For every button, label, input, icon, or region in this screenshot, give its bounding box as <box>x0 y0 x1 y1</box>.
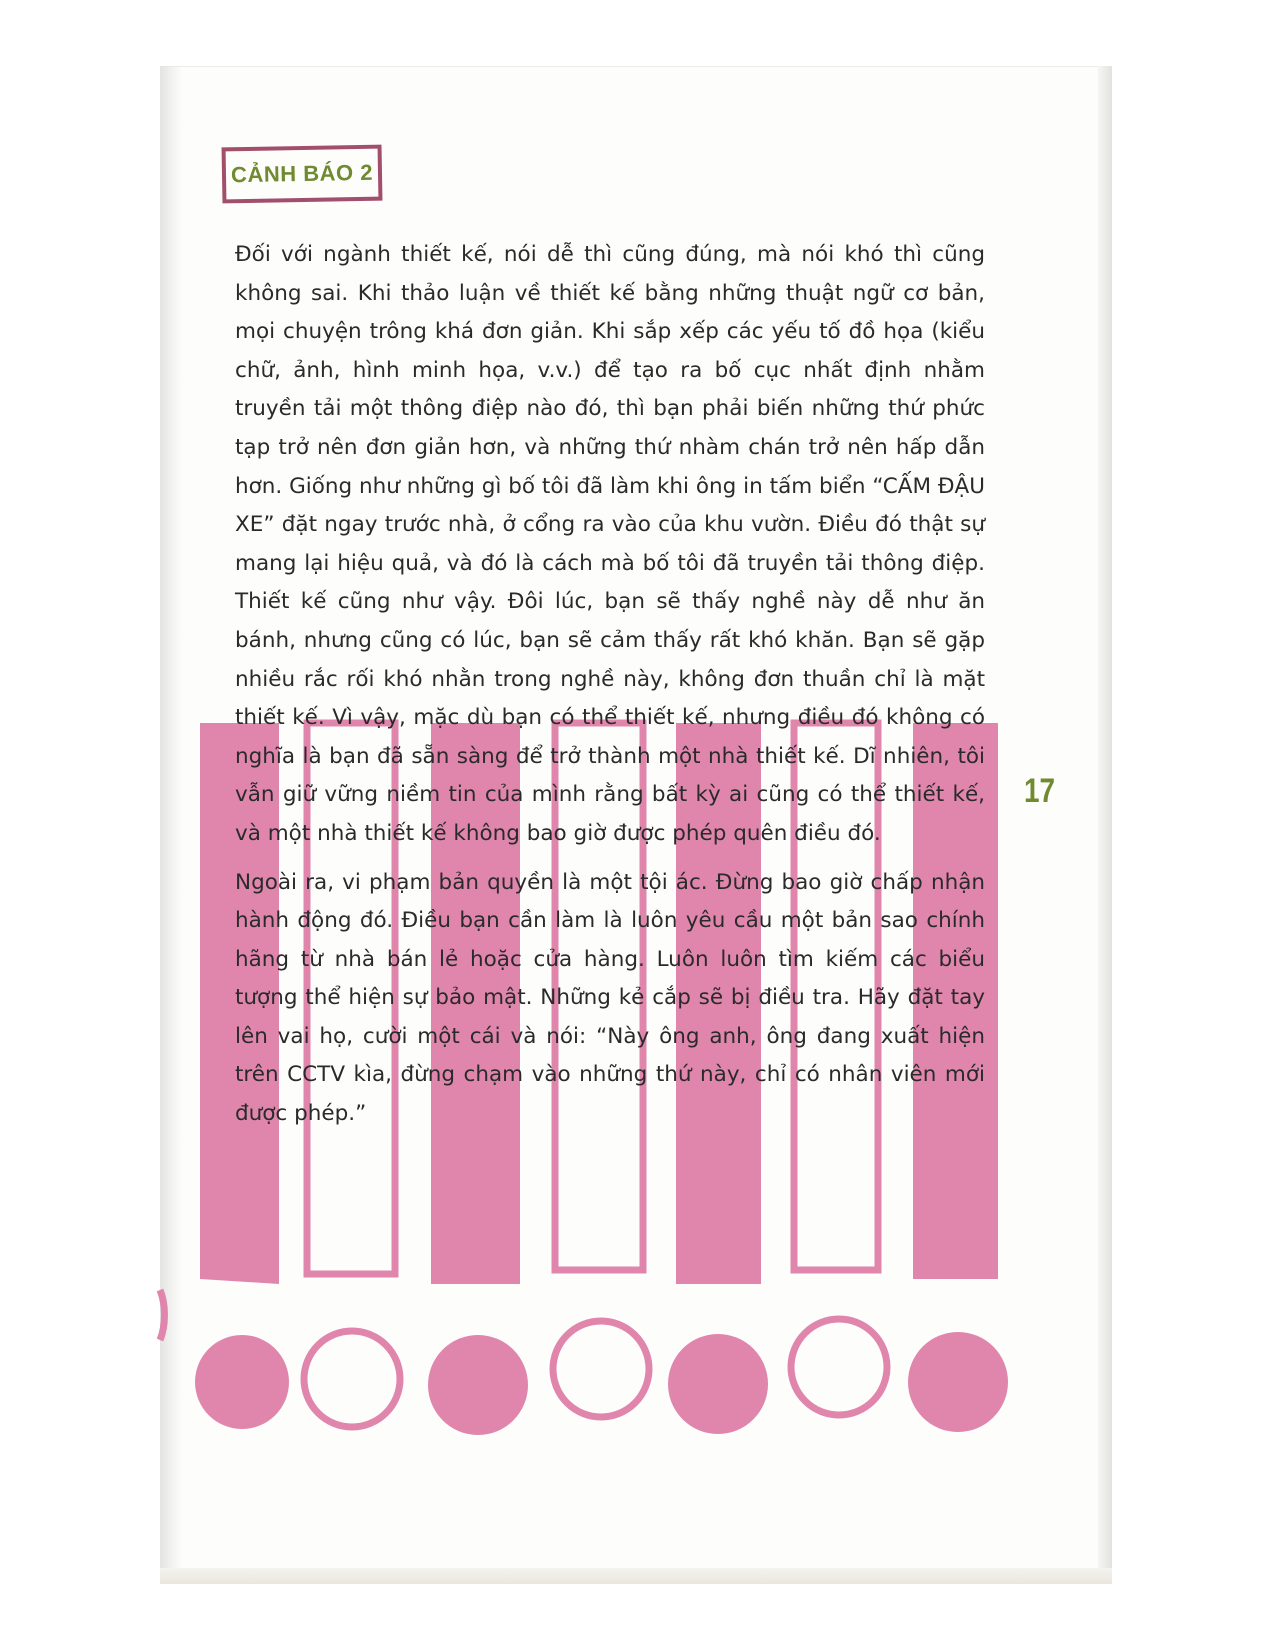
decor-circle-5-filled <box>668 1334 768 1434</box>
decor-circle-4-outlined <box>553 1321 649 1417</box>
warning-heading-box <box>222 145 383 204</box>
decor-circle-2-outlined <box>304 1331 400 1427</box>
warning-heading: CẢNH BÁO 2 <box>230 159 374 188</box>
decor-circle-6-outlined <box>791 1319 887 1415</box>
decor-circle-3-filled <box>428 1335 528 1435</box>
decor-circle-7-filled <box>908 1332 1008 1432</box>
paragraph-1: Đối với ngành thiết kế, nói dễ thì cũng đúng, mà nói khó thì cũng không sai. Khi thảo luận về thiết kế bằng những thuật ngữ cơ bản, mọi chuyện trông khá đơn giản. Khi sắp xếp các yếu tố đồ họa (kiểu chữ, ảnh, hình minh họa, v.v.) để tạo ra bố cục nhất định nhằm truyền tải một thông điệp nào đó, thì bạn phải biến những thứ phức tạp trở nên đơn giản hơn, và những thứ nhàm chán trở nên hấp dẫn hơn. Giống như những gì bố tôi đã làm khi ông in tấm biển “CẤM ĐẬU XE” đặt ngay trước nhà, ở cổng ra vào của khu vườn. Điều đó thật sự mang lại hiệu quả, và đó là cách mà bố tôi đã truyền tải thông điệp. Thiết kế cũng như vậy. Đôi lúc, bạn sẽ thấy nghề này dễ như ăn bánh, nhưng cũng có lúc, bạn sẽ cảm thấy rất khó khăn. Bạn sẽ gặp nhiều rắc rối khó nhằn trong nghề này, không đơn thuần chỉ là mặt thiết kế. Vì vậy, mặc dù bạn có thể thiết kế, nhưng điều đó không có nghĩa là bạn đã sẵn sàng để trở thành một nhà thiết kế. Dĩ nhiên, tôi vẫn giữ vững niềm tin của mình rằng bất kỳ ai cũng có thể thiết kế, và một nhà thiết kế không bao giờ được phép quên điều đó. <box>235 242 985 846</box>
decor-edge-arc <box>160 1290 164 1340</box>
body-text <box>235 236 985 1144</box>
paragraph-2: Ngoài ra, vi phạm bản quyền là một tội ác. Đừng bao giờ chấp nhận hành động đó. Điều bạn cần làm là luôn yêu cầu một bản sao chính hãng từ nhà bán lẻ hoặc cửa hàng. Luôn luôn tìm kiếm các biểu tượng thể hiện sự bảo mật. Những kẻ cắp sẽ bị điều tra. Hãy đặt tay lên vai họ, cười một cái và nói: “Này ông anh, ông đang xuất hiện trên CCTV kìa, đừng chạm vào những thứ này, chỉ có nhân viên mới được phép.” <box>235 869 985 1127</box>
page-number: 17 <box>1024 772 1056 810</box>
decor-circle-1-filled <box>195 1335 289 1429</box>
